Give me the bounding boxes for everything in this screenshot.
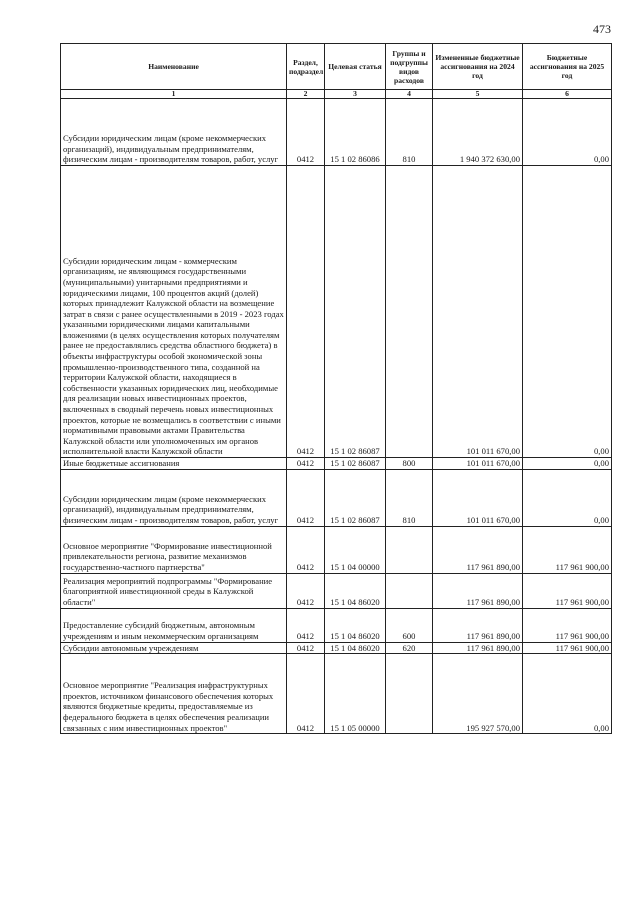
row-group bbox=[386, 654, 433, 734]
header-changed-2024: Измененные бюджетные ассигнования на 2024 год bbox=[433, 44, 523, 90]
row-name: Иные бюджетные ассигнования bbox=[61, 458, 287, 470]
row-group bbox=[386, 526, 433, 573]
row-value-2025: 0,00 bbox=[523, 458, 612, 470]
row-section: 0412 bbox=[287, 654, 325, 734]
row-section: 0412 bbox=[287, 469, 325, 526]
row-value-2025: 117 961 900,00 bbox=[523, 608, 612, 642]
table-row bbox=[61, 654, 612, 734]
row-name: Субсидии юридическим лицам (кроме некоммерческих организаций), индивидуальным предпринимателям, физическим лицам - производителям товаров, работ, услуг bbox=[61, 99, 287, 166]
row-article: 15 1 04 86020 bbox=[325, 608, 386, 642]
header-section: Раздел, подраздел bbox=[287, 44, 325, 90]
column-number: 4 bbox=[386, 90, 433, 99]
row-section: 0412 bbox=[287, 99, 325, 166]
row-article: 15 1 02 86087 bbox=[325, 166, 386, 458]
row-article: 15 1 02 86087 bbox=[325, 458, 386, 470]
row-name: Субсидии автономным учреждениям bbox=[61, 642, 287, 654]
row-group bbox=[386, 166, 433, 458]
row-value-2025: 0,00 bbox=[523, 99, 612, 166]
row-group: 600 bbox=[386, 608, 433, 642]
row-value-2025: 117 961 900,00 bbox=[523, 573, 612, 608]
table-row bbox=[61, 642, 612, 654]
row-value-2024: 101 011 670,00 bbox=[433, 458, 523, 470]
row-article: 15 1 02 86086 bbox=[325, 99, 386, 166]
header-target-article: Целевая статья bbox=[325, 44, 386, 90]
row-value-2024: 1 940 372 630,00 bbox=[433, 99, 523, 166]
row-article: 15 1 05 00000 bbox=[325, 654, 386, 734]
row-group: 810 bbox=[386, 469, 433, 526]
table-header-row bbox=[61, 44, 612, 90]
row-article: 15 1 04 86020 bbox=[325, 642, 386, 654]
row-group: 800 bbox=[386, 458, 433, 470]
row-section: 0412 bbox=[287, 642, 325, 654]
row-article: 15 1 04 00000 bbox=[325, 526, 386, 573]
row-article: 15 1 02 86087 bbox=[325, 469, 386, 526]
row-section: 0412 bbox=[287, 608, 325, 642]
table-row bbox=[61, 573, 612, 608]
row-section: 0412 bbox=[287, 166, 325, 458]
column-number: 1 bbox=[61, 90, 287, 99]
table-row bbox=[61, 166, 612, 458]
page-number: 473 bbox=[593, 22, 611, 36]
column-number: 6 bbox=[523, 90, 612, 99]
row-name: Реализация мероприятий подпрограммы "Формирование благоприятной инвестиционной среды в Калужской области" bbox=[61, 573, 287, 608]
budget-table bbox=[60, 43, 612, 734]
column-number: 2 bbox=[287, 90, 325, 99]
row-value-2024: 101 011 670,00 bbox=[433, 166, 523, 458]
row-value-2025: 0,00 bbox=[523, 654, 612, 734]
row-value-2025: 0,00 bbox=[523, 469, 612, 526]
header-budget-2025: Бюджетные ассигнования на 2025 год bbox=[523, 44, 612, 90]
row-name: Основное мероприятие "Формирование инвестиционной привлекательности региона, развитие механизмов государственно-частного партнерства" bbox=[61, 526, 287, 573]
row-name: Субсидии юридическим лицам - коммерческим организациям, не являющимся государственными (муниципальными) унитарными предприятиями и юридическими лицами, 100 процентов акций (долей) которых принадлежит Калужской области на возмещение затрат в связи с ранее осуществленными в 2019 - 2023 годах указанными юридическими лицами капитальными вложениями (в целях осуществления которых получателям ранее не предоставлялись средства областного бюджета) в объекты инфраструктуры особой экономической зоны промышленно-производственного типа, созданной на территории Калужской области, находящиеся в собственности указанных юридических лиц, необходимые для реализации новых инвестиционных проектов, включенных в сводный перечень новых инвестиционных проектов, которые не возмещались в соответствии с иными нормативными правовыми актами Правительства Калужской области или уполномоченных им органов исполнительной власти Калужской области bbox=[61, 166, 287, 458]
row-name: Основное мероприятие "Реализация инфраструктурных проектов, источником финансового обеспечения которых являются бюджетные кредиты, предоставляемые из федерального бюджета в целях обеспечения реализации связанных с ним инвестиционных проектов" bbox=[61, 654, 287, 734]
row-section: 0412 bbox=[287, 458, 325, 470]
row-value-2025: 117 961 900,00 bbox=[523, 526, 612, 573]
table-row bbox=[61, 458, 612, 470]
table-row bbox=[61, 469, 612, 526]
table-row bbox=[61, 526, 612, 573]
row-value-2025: 117 961 900,00 bbox=[523, 642, 612, 654]
row-name: Предоставление субсидий бюджетным, автономным учреждениям и иным некоммерческим организациям bbox=[61, 608, 287, 642]
row-value-2024: 101 011 670,00 bbox=[433, 469, 523, 526]
row-value-2024: 117 961 890,00 bbox=[433, 573, 523, 608]
table-row bbox=[61, 99, 612, 166]
row-value-2024: 117 961 890,00 bbox=[433, 526, 523, 573]
column-number: 3 bbox=[325, 90, 386, 99]
header-expense-groups: Группы и подгруппы видов расходов bbox=[386, 44, 433, 90]
row-group bbox=[386, 573, 433, 608]
row-group: 810 bbox=[386, 99, 433, 166]
row-article: 15 1 04 86020 bbox=[325, 573, 386, 608]
row-group: 620 bbox=[386, 642, 433, 654]
header-name: Наименование bbox=[61, 44, 287, 90]
row-value-2024: 195 927 570,00 bbox=[433, 654, 523, 734]
column-number: 5 bbox=[433, 90, 523, 99]
row-value-2024: 117 961 890,00 bbox=[433, 642, 523, 654]
row-value-2025: 0,00 bbox=[523, 166, 612, 458]
row-section: 0412 bbox=[287, 573, 325, 608]
row-section: 0412 bbox=[287, 526, 325, 573]
row-value-2024: 117 961 890,00 bbox=[433, 608, 523, 642]
column-number-row bbox=[61, 90, 612, 99]
table-row bbox=[61, 608, 612, 642]
row-name: Субсидии юридическим лицам (кроме некоммерческих организаций), индивидуальным предпринимателям, физическим лицам - производителям товаров, работ, услуг bbox=[61, 469, 287, 526]
